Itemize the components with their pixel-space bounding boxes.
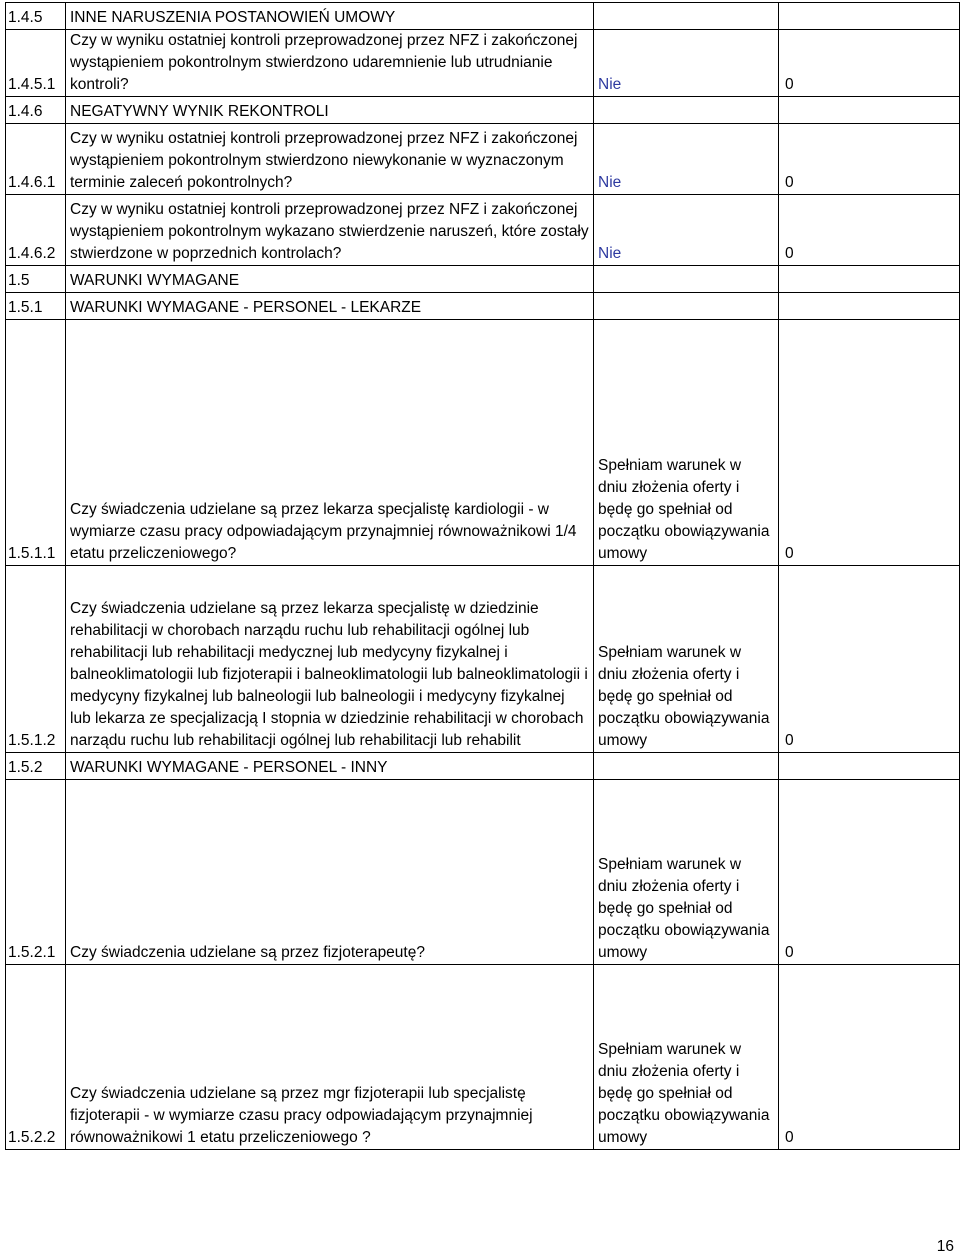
section-row xyxy=(6,266,960,293)
score-value: 0 xyxy=(779,320,960,566)
question-row xyxy=(6,195,960,266)
question-text: Czy świadczenia udzielane są przez lekarza specjalistę w dziedzinie rehabilitacji w chorobach narządu ruchu lub rehabilitacji ogólnej lub rehabilitacji lub rehabilitacji medycznej lub medycyny fizykalnej i balneoklimatologii lub fizjoterapii i balneoklimatologii lub balneoklimatologii i medycyny fizykalnej lub balneologii lub balneologii i medycyny fizykalnej lub lekarza ze specjalizacją I stopnia w dziedzinie rehabilitacji w chorobach narządu ruchu lub rehabilitacji ogólnej lub rehabilitacji lub rehabilit xyxy=(66,566,594,753)
question-row xyxy=(6,124,960,195)
empty-cell xyxy=(594,293,779,320)
answer-value[interactable]: Nie xyxy=(594,124,779,195)
section-title: WARUNKI WYMAGANE - PERSONEL - LEKARZE xyxy=(66,293,594,320)
score-value: 0 xyxy=(779,124,960,195)
empty-cell xyxy=(779,753,960,780)
answer-value[interactable]: Spełniam warunek w dniu złożenia oferty i będę go spełniał od początku obowiązywania umowy xyxy=(594,965,779,1150)
criteria-table xyxy=(5,2,960,1150)
question-row xyxy=(6,965,960,1150)
empty-cell xyxy=(594,97,779,124)
question-text: Czy świadczenia udzielane są przez fizjoterapeutę? xyxy=(66,780,594,965)
answer-value[interactable]: Nie xyxy=(594,30,779,97)
question-text: Czy w wyniku ostatniej kontroli przeprowadzonej przez NFZ i zakończonej wystąpieniem pokontrolnym stwierdzono udaremnienie lub utrudnianie kontroli? xyxy=(66,30,594,97)
score-value: 0 xyxy=(779,965,960,1150)
question-text: Czy w wyniku ostatniej kontroli przeprowadzonej przez NFZ i zakończonej wystąpieniem pokontrolnym stwierdzono niewykonanie w wyznaczonym terminie zaleceń pokontrolnych? xyxy=(66,124,594,195)
question-number: 1.4.5.1 xyxy=(6,30,66,97)
answer-value[interactable]: Spełniam warunek w dniu złożenia oferty i będę go spełniał od początku obowiązywania umowy xyxy=(594,566,779,753)
question-number: 1.4.6.1 xyxy=(6,124,66,195)
question-text: Czy świadczenia udzielane są przez lekarza specjalistę kardiologii - w wymiarze czasu pracy odpowiadającym przynajmniej równoważnikowi 1/4 etatu przeliczeniowego? xyxy=(66,320,594,566)
section-title: WARUNKI WYMAGANE - PERSONEL - INNY xyxy=(66,753,594,780)
question-number: 1.5.2.2 xyxy=(6,965,66,1150)
answer-value[interactable]: Spełniam warunek w dniu złożenia oferty i będę go spełniał od początku obowiązywania umowy xyxy=(594,780,779,965)
question-number: 1.5.2.1 xyxy=(6,780,66,965)
section-title: INNE NARUSZENIA POSTANOWIEŃ UMOWY xyxy=(66,3,594,30)
question-row xyxy=(6,320,960,566)
section-title: NEGATYWNY WYNIK REKONTROLI xyxy=(66,97,594,124)
section-number: 1.5.1 xyxy=(6,293,66,320)
question-row xyxy=(6,30,960,97)
score-value: 0 xyxy=(779,195,960,266)
question-row xyxy=(6,566,960,753)
page-number: 16 xyxy=(936,1238,954,1255)
question-number: 1.5.1.2 xyxy=(6,566,66,753)
section-number: 1.4.5 xyxy=(6,3,66,30)
answer-value[interactable]: Nie xyxy=(594,195,779,266)
question-text: Czy świadczenia udzielane są przez mgr fizjoterapii lub specjalistę fizjoterapii - w wymiarze czasu pracy odpowiadającym przynajmniej równoważnikowi 1 etatu przeliczeniowego ? xyxy=(66,965,594,1150)
section-number: 1.5.2 xyxy=(6,753,66,780)
empty-cell xyxy=(779,3,960,30)
question-number: 1.5.1.1 xyxy=(6,320,66,566)
question-row xyxy=(6,780,960,965)
answer-value[interactable]: Spełniam warunek w dniu złożenia oferty i będę go spełniał od początku obowiązywania umowy xyxy=(594,320,779,566)
section-row xyxy=(6,753,960,780)
score-value: 0 xyxy=(779,30,960,97)
section-row xyxy=(6,3,960,30)
section-number: 1.5 xyxy=(6,266,66,293)
empty-cell xyxy=(594,3,779,30)
section-row xyxy=(6,293,960,320)
empty-cell xyxy=(779,266,960,293)
empty-cell xyxy=(594,753,779,780)
question-text: Czy w wyniku ostatniej kontroli przeprowadzonej przez NFZ i zakończonej wystąpieniem pokontrolnym wykazano stwierdzenie naruszeń, które zostały stwierdzone w poprzednich kontrolach? xyxy=(66,195,594,266)
section-title: WARUNKI WYMAGANE xyxy=(66,266,594,293)
score-value: 0 xyxy=(779,780,960,965)
empty-cell xyxy=(779,97,960,124)
empty-cell xyxy=(594,266,779,293)
empty-cell xyxy=(779,293,960,320)
section-number: 1.4.6 xyxy=(6,97,66,124)
section-row xyxy=(6,97,960,124)
question-number: 1.4.6.2 xyxy=(6,195,66,266)
score-value: 0 xyxy=(779,566,960,753)
